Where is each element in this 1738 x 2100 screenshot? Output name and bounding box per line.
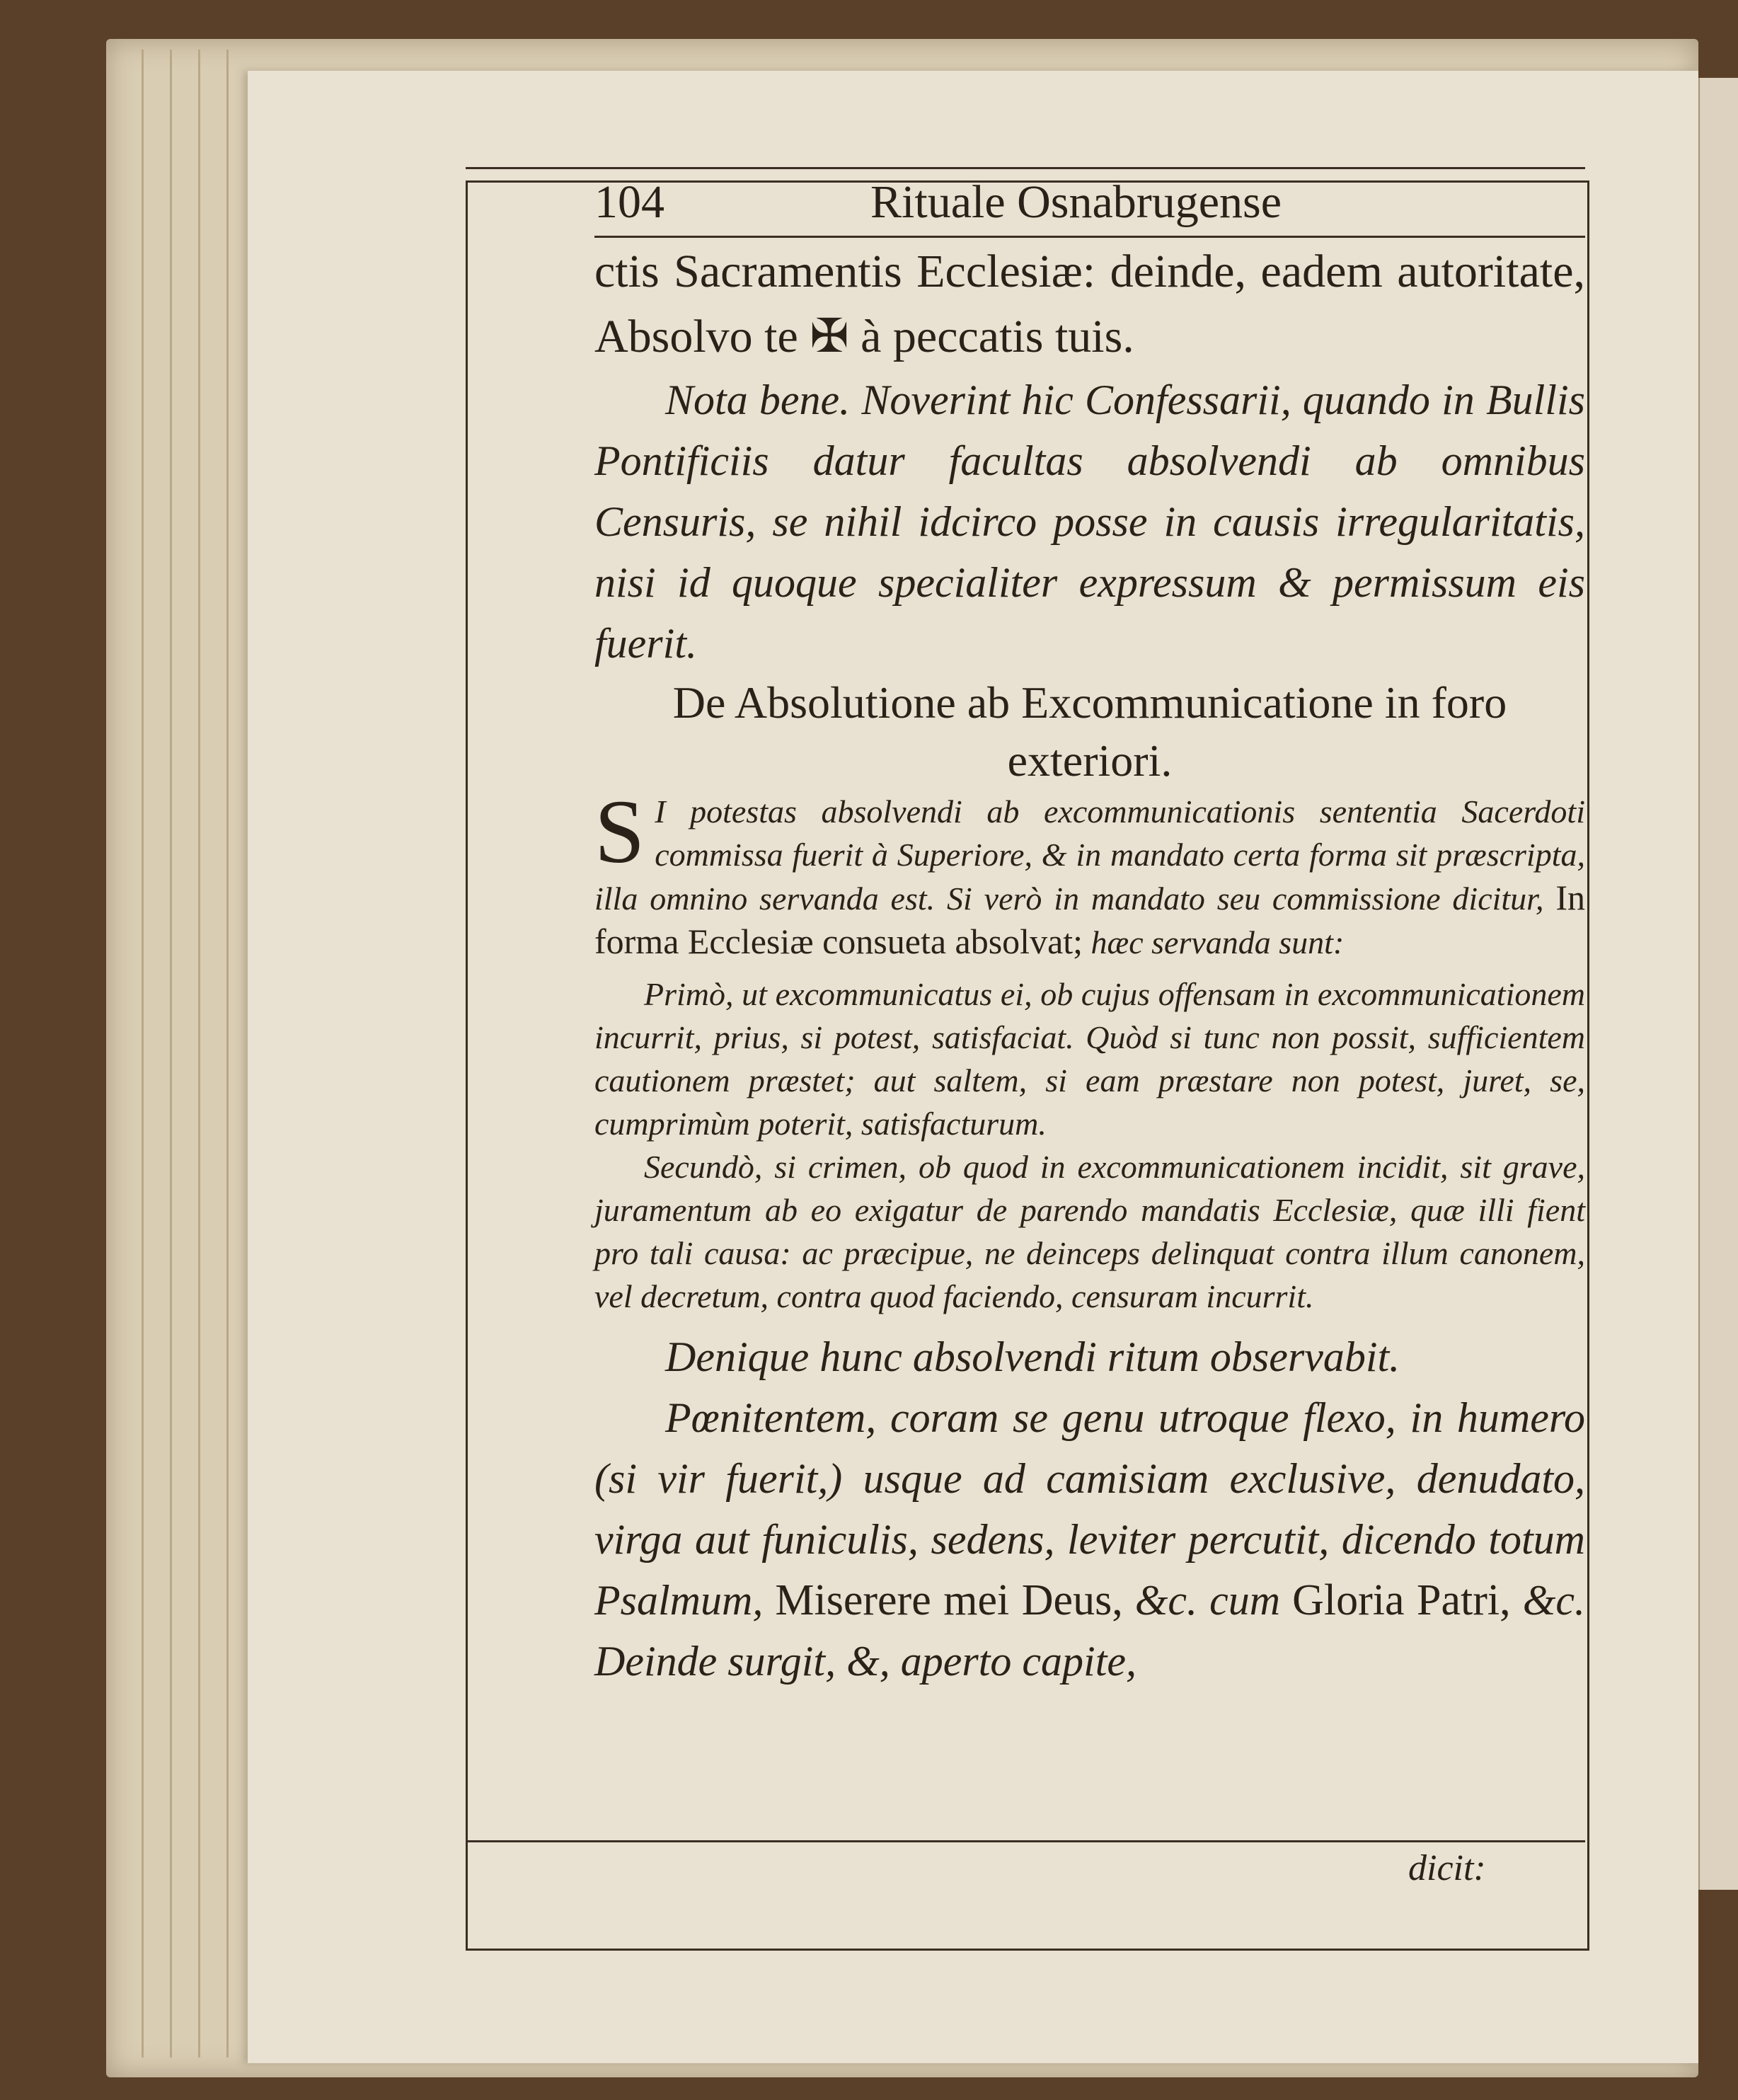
paragraph-nota-bene: Nota bene. Noverint hic Confessarii, quando in Bullis Pontificiis datur facultas absolvendi ab omnibus Censuris, se nihil idcirco posse in causis irregularitatis, nisi id quoque specialiter expressum & permissum eis fuerit.	[594, 377, 1585, 667]
paragraph-poenitentem-end: &c. Deinde surgit, &, aperto capite,	[594, 1577, 1585, 1685]
header-rule	[594, 236, 1585, 238]
paragraph-poenitentem-cont: &c. cum	[1134, 1577, 1281, 1624]
page-number: 104	[594, 176, 664, 228]
page-stack-line	[226, 50, 229, 2058]
page-stack-line	[142, 50, 144, 2058]
paragraph-secundo: Secundò, si crimen, ob quod in excommunicationem incidit, sit grave, juramentum ab eo exigatur de parendo mandatis Ecclesiæ, quæ illi fient pro tali causa: ac præcipue, ne deinceps delinquat contra illum canonem, vel decretum, contra quod faciendo, censuram incurrit.	[594, 1149, 1585, 1314]
paragraph-absolution-formula: ctis Sacramentis Ecclesiæ: deinde, eadem autoritate, Absolvo te ✠ à peccatis tuis.	[594, 246, 1585, 362]
frame-bottom-rule	[466, 1840, 1585, 1842]
paragraph-potestas	[594, 781, 1585, 964]
paragraph-potestas-text: I potestas absolvendi ab excommunicationis sententia Sacerdoti commissa fuerit à Superiore, & in mandato certa forma sit præscripta, illa omnino servanda est. Si verò in mandato seu commissione dicitur,	[594, 793, 1585, 917]
paragraph-denique: Denique hunc absolvendi ritum observabit.	[665, 1333, 1400, 1380]
catchword: dicit:	[1408, 1848, 1486, 1888]
page-stack-line	[198, 50, 200, 2058]
section-heading: De Absolutione ab Excommunicatione in foro exteriori.	[672, 677, 1507, 786]
paragraph-poenitentem	[594, 1387, 1585, 1692]
drop-cap-initial: S	[594, 781, 645, 882]
paragraph-potestas-end: hæc servanda sunt:	[1090, 924, 1345, 960]
running-head: Rituale Osnabrugense	[870, 176, 1282, 228]
page-header	[594, 168, 1585, 232]
text-block	[594, 239, 1585, 1692]
gloria-patri: Gloria Patri,	[1292, 1576, 1511, 1624]
page-stack-line	[170, 50, 172, 2058]
facing-page-edge	[1698, 78, 1738, 1890]
psalm-incipit: Miserere mei Deus,	[775, 1576, 1123, 1624]
paragraph-primo: Primò, ut excommunicatus ei, ob cujus offensam in excommunicationem incurrit, prius, si potest, satisfaciat. Quòd si tunc non possit, sufficientem cautionem præstet; aut saltem, si eam præstare non potest, juret, se, cumprimùm poterit, satisfacturum.	[594, 976, 1585, 1142]
paragraph-poenitentem-text: Pœnitentem, coram se genu utroque flexo, in humero (si vir fuerit,) usque ad camisiam exclusive, denudato, virga aut funiculis, sedens, leviter percutit, dicendo totum Psalmum,	[594, 1394, 1585, 1624]
paragraph-potestas-roman: In forma Ecclesiæ consueta absolvat;	[594, 878, 1585, 961]
